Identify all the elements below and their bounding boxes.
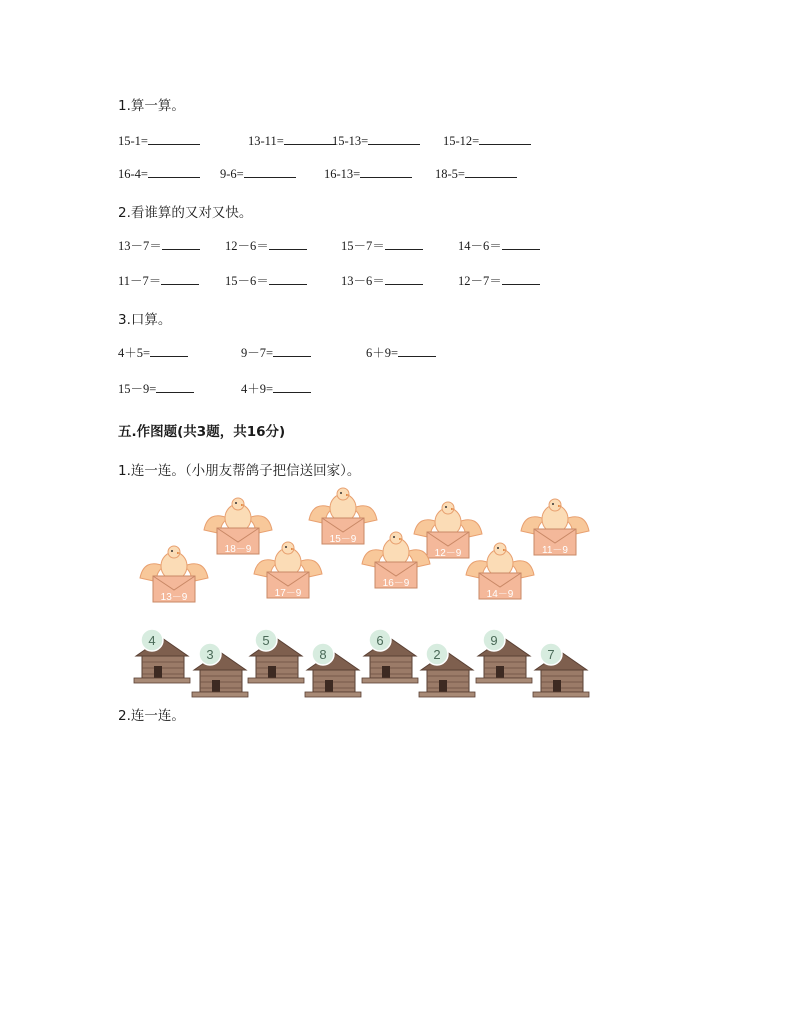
equation: 15-1= [118, 132, 200, 149]
answer-blank[interactable] [269, 237, 307, 250]
house[interactable] [303, 640, 363, 702]
answer-blank[interactable] [479, 132, 531, 145]
answer-blank[interactable] [502, 237, 540, 250]
equation: 9－7= [241, 343, 311, 361]
answer-blank[interactable] [269, 272, 307, 285]
envelope-label: 11－9 [542, 545, 568, 556]
answer-blank[interactable] [150, 344, 188, 357]
envelope-label: 12－9 [434, 548, 462, 559]
section-3-heading: 3.口算。 [118, 312, 172, 328]
equation: 15－6＝ [225, 271, 307, 289]
house[interactable] [190, 640, 250, 702]
answer-blank[interactable] [273, 380, 311, 393]
equation: 16-13= [324, 165, 412, 182]
answer-blank[interactable] [385, 272, 423, 285]
house[interactable] [360, 626, 420, 688]
envelope-label: 13－9 [160, 592, 188, 603]
question-1-text: 1.连一连。（小朋友帮鸽子把信送回家）。 [118, 463, 361, 479]
part-5-title: 五.作图题(共3题，共16分) [118, 424, 286, 440]
answer-blank[interactable] [360, 165, 412, 178]
house-number: 2 [433, 647, 441, 662]
equation: 11－7＝ [118, 271, 199, 289]
answer-blank[interactable] [502, 272, 540, 285]
equation: 16-4= [118, 165, 200, 182]
pigeon-envelope[interactable] [136, 544, 212, 608]
envelope-label: 15－9 [329, 534, 357, 545]
answer-blank[interactable] [244, 165, 296, 178]
answer-blank[interactable] [398, 344, 436, 357]
equation: 12－6＝ [225, 236, 307, 254]
equation: 13-11= [248, 132, 336, 149]
house[interactable] [417, 640, 477, 702]
equation: 6＋9= [366, 343, 436, 361]
envelope-label: 17－9 [274, 588, 302, 599]
answer-blank[interactable] [148, 132, 200, 145]
equation: 15－9= [118, 379, 194, 397]
answer-blank[interactable] [148, 165, 200, 178]
equation: 4＋5= [118, 343, 188, 361]
house-number: 8 [319, 647, 327, 662]
section-2-heading: 2.看谁算的又对又快。 [118, 205, 253, 221]
section-1-heading: 1.算一算。 [118, 98, 185, 114]
house[interactable] [132, 626, 192, 688]
equation: 15－7＝ [341, 236, 423, 254]
house-number: 9 [490, 633, 498, 648]
house-number: 7 [547, 647, 555, 662]
equation: 13－6＝ [341, 271, 423, 289]
envelope-label: 14－9 [486, 589, 514, 600]
pigeon-envelope[interactable] [358, 530, 434, 594]
pigeon-envelope[interactable] [250, 540, 326, 604]
equation: 14－6＝ [458, 236, 540, 254]
answer-blank[interactable] [368, 132, 420, 145]
pigeon-envelope[interactable] [462, 541, 538, 605]
equation: 15-13= [332, 132, 420, 149]
house-number: 4 [148, 633, 156, 648]
equation: 12－7＝ [458, 271, 540, 289]
answer-blank[interactable] [156, 380, 194, 393]
answer-blank[interactable] [284, 132, 336, 145]
answer-blank[interactable] [385, 237, 423, 250]
house-number: 3 [206, 647, 214, 662]
equation: 4＋9= [241, 379, 311, 397]
envelope-label: 18－9 [224, 544, 252, 555]
house[interactable] [531, 640, 591, 702]
equation: 13－7＝ [118, 236, 200, 254]
house-number: 5 [262, 633, 270, 648]
answer-blank[interactable] [161, 272, 199, 285]
answer-blank[interactable] [162, 237, 200, 250]
answer-blank[interactable] [273, 344, 311, 357]
equation: 18-5= [435, 165, 517, 182]
equation: 9-6= [220, 165, 296, 182]
envelope-label: 16－9 [382, 578, 410, 589]
house[interactable] [474, 626, 534, 688]
question-2-text: 2.连一连。 [118, 708, 185, 724]
house-number: 6 [376, 633, 384, 648]
equation: 15-12= [443, 132, 531, 149]
answer-blank[interactable] [465, 165, 517, 178]
house[interactable] [246, 626, 306, 688]
